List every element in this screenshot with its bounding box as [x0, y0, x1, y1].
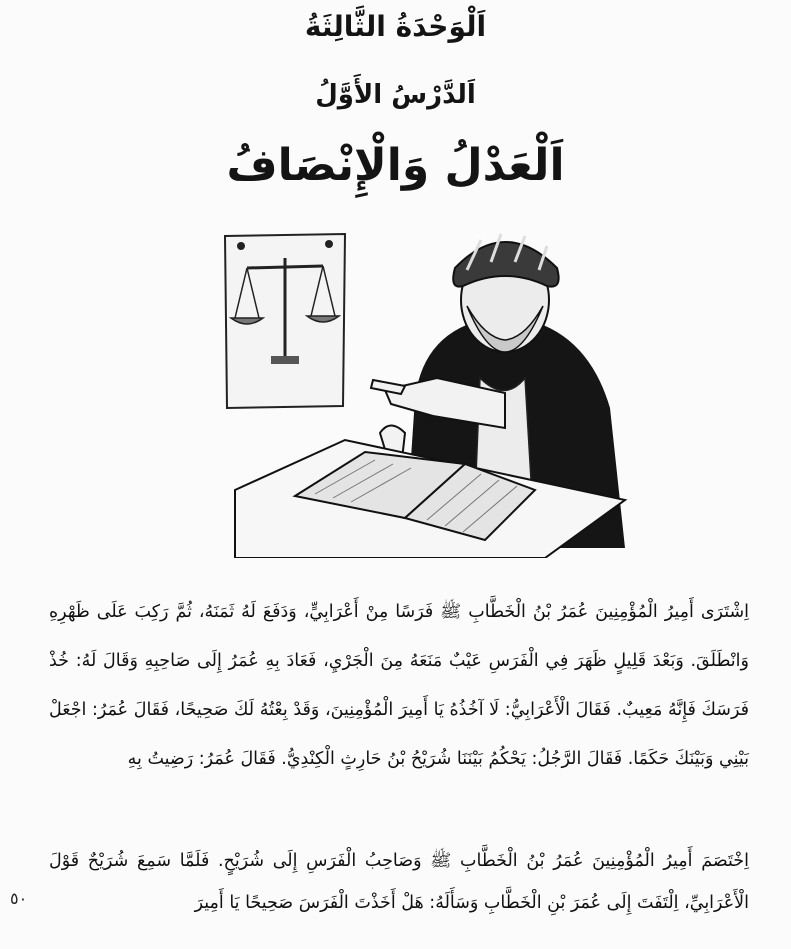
unit-heading: اَلْوَحْدَةُ الثَّالِثَةُ	[304, 10, 487, 43]
story-paragraph-1: اِشْتَرَى أَمِيرُ الْمُؤْمِنِينَ عُمَرُ بْنُ الْخَطَّابِ ﷺ فَرَسًا مِنْ أَعْرَابِيٍّ، وَدَفَعَ لَهُ ثَمَنَهُ، ثُمَّ رَكِبَ عَلَى ظَهْرِهِ وَانْطَلَقَ. وَبَعْدَ قَلِيلٍ ظَهَرَ فِي الْفَرَسِ عَيْبٌ مَنَعَهُ مِنَ الْجَرْيِ، فَعَادَ بِهِ عُمَرُ إِلَى صَاحِبِهِ وَقَالَ لَهُ: خُذْ فَرَسَكَ فَإِنَّهُ مَعِيبٌ. فَقَالَ الْأَعْرَابِيُّ: لَا آخُذُهُ يَا أَمِيرَ الْمُؤْمِنِينَ، وَقَدْ بِعْتُهُ لَكَ صَحِيحًا، فَقَالَ عُمَرُ: اجْعَلْ بَيْنِي وَبَيْنَكَ حَكَمًا. فَقَالَ الرَّجُلُ: يَحْكُمُ بَيْنَنَا شُرَيْحُ بْنُ حَارِثٍ الْكِنْدِيُّ. فَقَالَ عُمَرُ: رَضِيتُ بِهِ	[49, 602, 749, 769]
judge-illustration	[205, 228, 635, 558]
margin-marker: ٥٠	[10, 889, 28, 908]
lesson-heading: اَلدَّرْسُ الأَوَّلُ	[315, 80, 476, 110]
story-paragraph-2: اِخْتَصَمَ أَمِيرُ الْمُؤْمِنِينَ عُمَرُ بْنُ الْخَطَّابِ ﷺ وَصَاحِبُ الْفَرَسِ إِلَى شُرَيْحٍ. فَلَمَّا سَمِعَ شُرَيْحٌ قَوْلَ الْأَعْرَابِيِّ، اِلْتَفَتَ إِلَى عُمَرَ بْنِ الْخَطَّابِ وَسَأَلَهُ: هَلْ أَخَذْتَ الْفَرَسَ صَحِيحًا يَا أَمِيرَ	[49, 851, 749, 913]
scales-of-justice-icon	[225, 234, 345, 408]
lesson-title: اَلْعَدْلُ وَالْإِنْصَافُ	[226, 140, 565, 191]
